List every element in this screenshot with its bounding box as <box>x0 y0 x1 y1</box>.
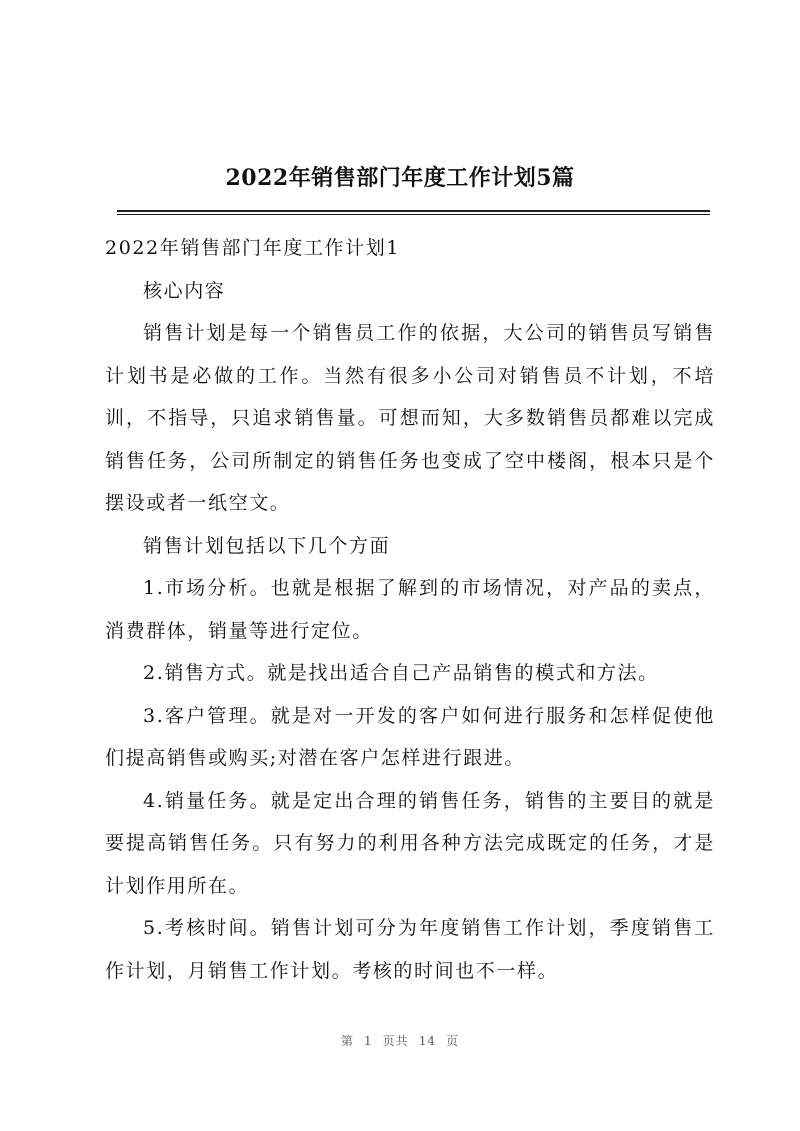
title-divider-thin <box>117 214 710 215</box>
paragraph-item-4: 4.销量任务。就是定出合理的销售任务，销售的主要目的就是要提高销售任务。只有努力的利用各种方法完成既定的任务，才是计划作用所在。 <box>105 789 715 897</box>
footer-label-pages: 页 <box>445 1034 459 1048</box>
footer-label-page-of: 页共 <box>382 1034 409 1048</box>
title-divider-thick <box>117 210 710 212</box>
section-heading: 2022年销售部门年度工作计划1 <box>105 237 401 259</box>
paragraph-core-content: 核心内容 <box>143 279 226 302</box>
paragraph-item-1: 1.市场分析。也就是根据了解到的市场情况，对产品的卖点，消费群体，销量等进行定位。 <box>105 577 715 642</box>
document-body <box>105 227 715 992</box>
paragraph-item-2: 2.销售方式。就是找出适合自己产品销售的模式和方法。 <box>143 662 659 684</box>
footer-label-page: 第 <box>341 1034 355 1048</box>
paragraph-item-5: 5.考核时间。销售计划可分为年度销售工作计划，季度销售工作计划，月销售工作计划。考核的时间也不一样。 <box>105 917 715 982</box>
paragraph-item-3: 3.客户管理。就是对一开发的客户如何进行服务和怎样促使他们提高销售或购买;对潜在客户怎样进行跟进。 <box>105 704 715 769</box>
footer-total-pages: 14 <box>418 1034 436 1048</box>
footer-current-page: 1 <box>364 1034 373 1048</box>
document-title: 2022年销售部门年度工作计划5篇 <box>225 165 575 191</box>
page-footer <box>0 1032 800 1049</box>
paragraph-intro: 销售计划是每一个销售员工作的依据，大公司的销售员写销售计划书是必做的工作。当然有很多小公司对销售员不计划，不培训，不指导，只追求销售量。可想而知，大多数销售员都难以完成销售任务，公司所制定的销售任务也变成了空中楼阁，根本只是个摆设或者一纸空文。 <box>105 322 715 514</box>
paragraph-aspects-heading: 销售计划包括以下几个方面 <box>143 534 391 557</box>
